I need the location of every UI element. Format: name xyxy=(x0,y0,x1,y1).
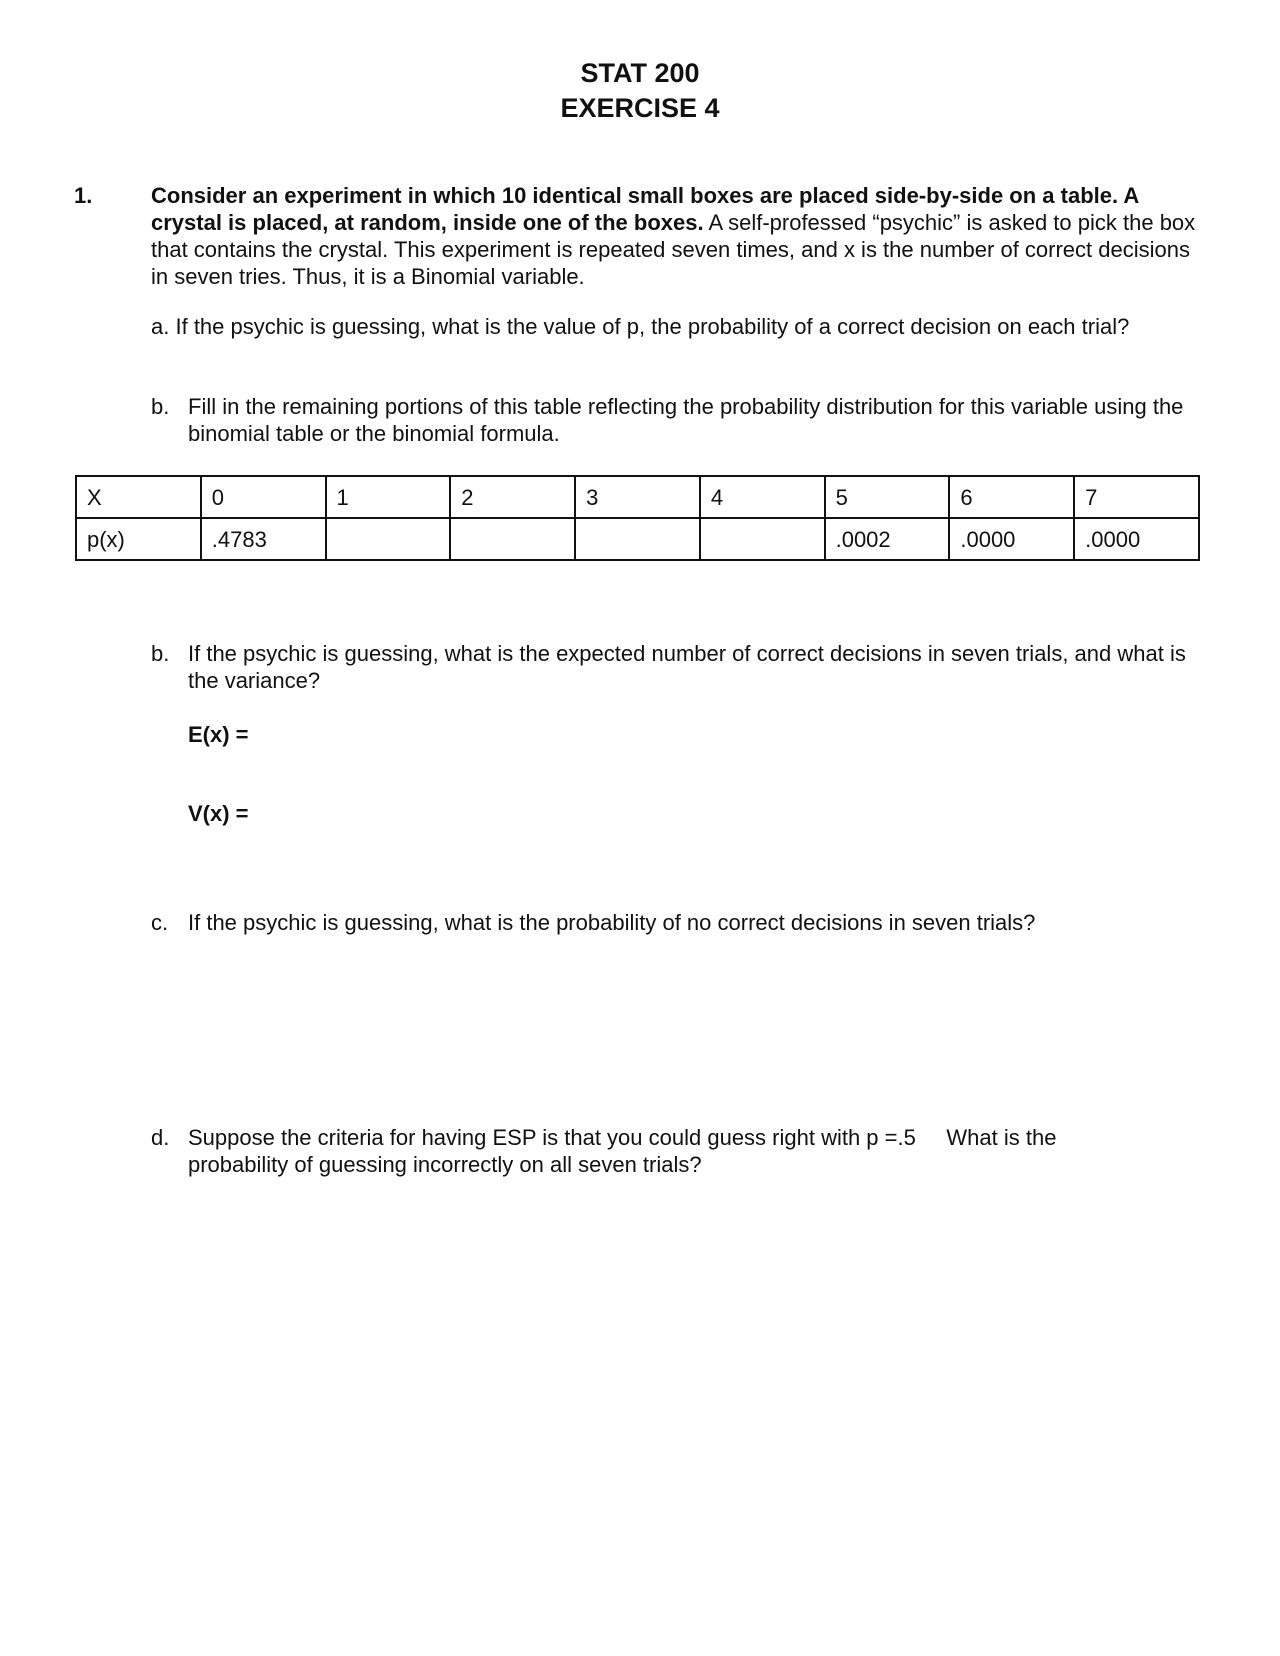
table-cell-x-2: 2 xyxy=(450,476,575,518)
question-number: 1. xyxy=(74,183,93,208)
question-intro-rest: A self-professed “psychic” is asked to pick the box that contains the crystal. This experiment is repeated seven times, and x is the number of correct decisions in seven tries. Thus, it is a Binomial variable. xyxy=(151,210,1196,289)
part-c-letter: c. xyxy=(151,910,169,935)
part-d-letter: d. xyxy=(151,1125,170,1150)
part-d xyxy=(151,1124,1211,1184)
table-cell-px-2[interactable] xyxy=(450,518,575,560)
variance-label: V(x) = xyxy=(188,801,249,826)
expected-value-label: E(x) = xyxy=(188,722,249,747)
part-c-text: If the psychic is guessing, what is the probability of no correct decisions in seven trials? xyxy=(188,910,1036,935)
table-row-px xyxy=(76,518,1199,560)
table-cell-x-6: 6 xyxy=(949,476,1074,518)
exercise-title: EXERCISE 4 xyxy=(560,93,720,123)
table-cell-px-6: .0000 xyxy=(949,518,1074,560)
table-header-px: p(x) xyxy=(76,518,201,560)
table-cell-x-1: 1 xyxy=(326,476,451,518)
table-header-x: X xyxy=(76,476,201,518)
part-a xyxy=(151,313,1221,340)
part-b-expected-letter: b. xyxy=(151,641,170,666)
probability-distribution-table xyxy=(75,475,1200,561)
table-cell-x-0: 0 xyxy=(201,476,326,518)
part-a-letter: a. xyxy=(151,314,170,339)
table-cell-px-3[interactable] xyxy=(575,518,700,560)
part-c xyxy=(151,909,1211,939)
part-b-fill-text: Fill in the remaining portions of this table reflecting the probability distribution for this variable using the binomial table or the binomial formula. xyxy=(188,394,1184,446)
table-cell-px-5: .0002 xyxy=(825,518,950,560)
part-a-text: If the psychic is guessing, what is the value of p, the probability of a correct decision on each trial? xyxy=(175,314,1130,339)
table-cell-x-3: 3 xyxy=(575,476,700,518)
table-cell-x-5: 5 xyxy=(825,476,950,518)
part-b-expected-text: If the psychic is guessing, what is the expected number of correct decisions in seven trials, and what is the variance? xyxy=(188,641,1186,693)
table-cell-px-7: .0000 xyxy=(1074,518,1199,560)
table-cell-px-4[interactable] xyxy=(700,518,825,560)
table-cell-x-4: 4 xyxy=(700,476,825,518)
table-cell-px-1[interactable] xyxy=(326,518,451,560)
table-row-x xyxy=(76,476,1199,518)
document-title xyxy=(0,0,1280,130)
part-b-fill-letter: b. xyxy=(151,394,170,419)
part-d-text: Suppose the criteria for having ESP is that you could guess right with p =.5 What is the probability of guessing incorrectly on all seven trials? xyxy=(188,1125,1063,1177)
course-title: STAT 200 xyxy=(580,58,700,88)
part-b-expected xyxy=(151,640,1211,700)
question-intro-bold: Consider an experiment in which 10 identical small boxes are placed side-by-side on a table. A crystal is placed, at random, inside one of the boxes. xyxy=(151,183,1139,235)
table-cell-x-7: 7 xyxy=(1074,476,1199,518)
table-cell-px-0: .4783 xyxy=(201,518,326,560)
question-intro xyxy=(151,182,1201,290)
